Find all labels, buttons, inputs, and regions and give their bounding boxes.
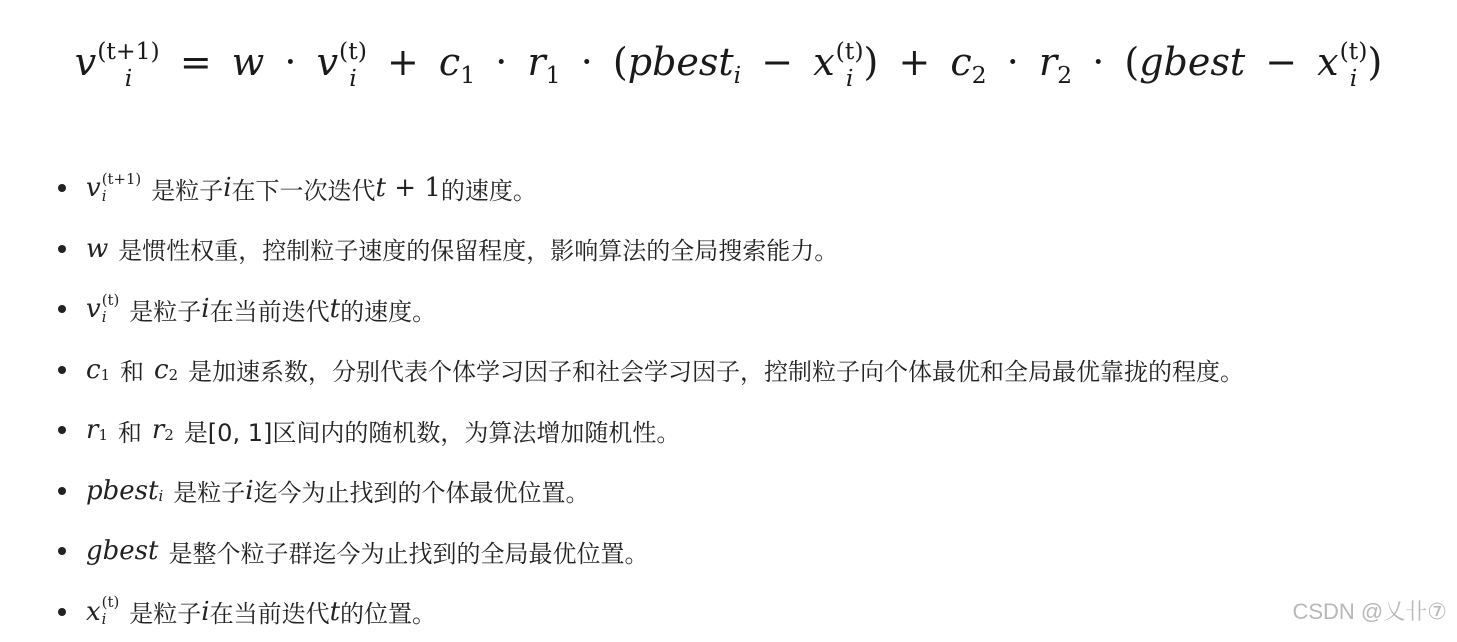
list-item: gbest 是整个粒子群迄今为止找到的全局最优位置。: [58, 521, 1448, 582]
list-item: v (t) i 是粒子 i 在当前迭代 t 的速度。: [58, 279, 1448, 340]
bullet-icon: [58, 608, 66, 616]
bullet-icon: [58, 366, 66, 374]
bullet-icon: [58, 245, 66, 253]
watermark: CSDN @乂卝⑦: [1292, 595, 1447, 626]
bullet-icon: [58, 547, 66, 555]
bullet-icon: [58, 487, 66, 495]
list-item: x (t) i 是粒子 i 在当前迭代 t 的位置。: [58, 582, 1448, 642]
formula-v-script: (t+1) i: [97, 42, 160, 89]
list-item: w 是惯性权重，控制粒子速度的保留程度，影响算法的全局搜索能力。: [58, 219, 1448, 280]
velocity-update-formula: v (t+1) i = w · v (t) i + $c_1 \cdot r_1$ · (pbest$_i$ − x (t) i ) + $c_2 \cdot r_2$ · (gbest − x (t) i ): [0, 22, 1457, 107]
bullet-icon: [58, 305, 66, 313]
list-item: c 1 和 c 2 是加速系数，分别代表个体学习因子和社会学习因子，控制粒子向个体最优和全局最优靠拢的程度。: [58, 340, 1448, 401]
list-item: r 1 和 r 2 是[0, 1]区间内的随机数，为算法增加随机性。: [58, 400, 1448, 461]
bullet-icon: [58, 426, 66, 434]
definitions-list: [58, 158, 1448, 642]
list-item: pbest i 是粒子 i 迄今为止找到的个体最优位置。: [58, 461, 1448, 522]
bullet-icon: [58, 184, 66, 192]
formula-v: v: [75, 40, 96, 84]
list-item: v (t+1) i 是粒子 i 在下一次迭代 t + 1 的速度。: [58, 158, 1448, 219]
